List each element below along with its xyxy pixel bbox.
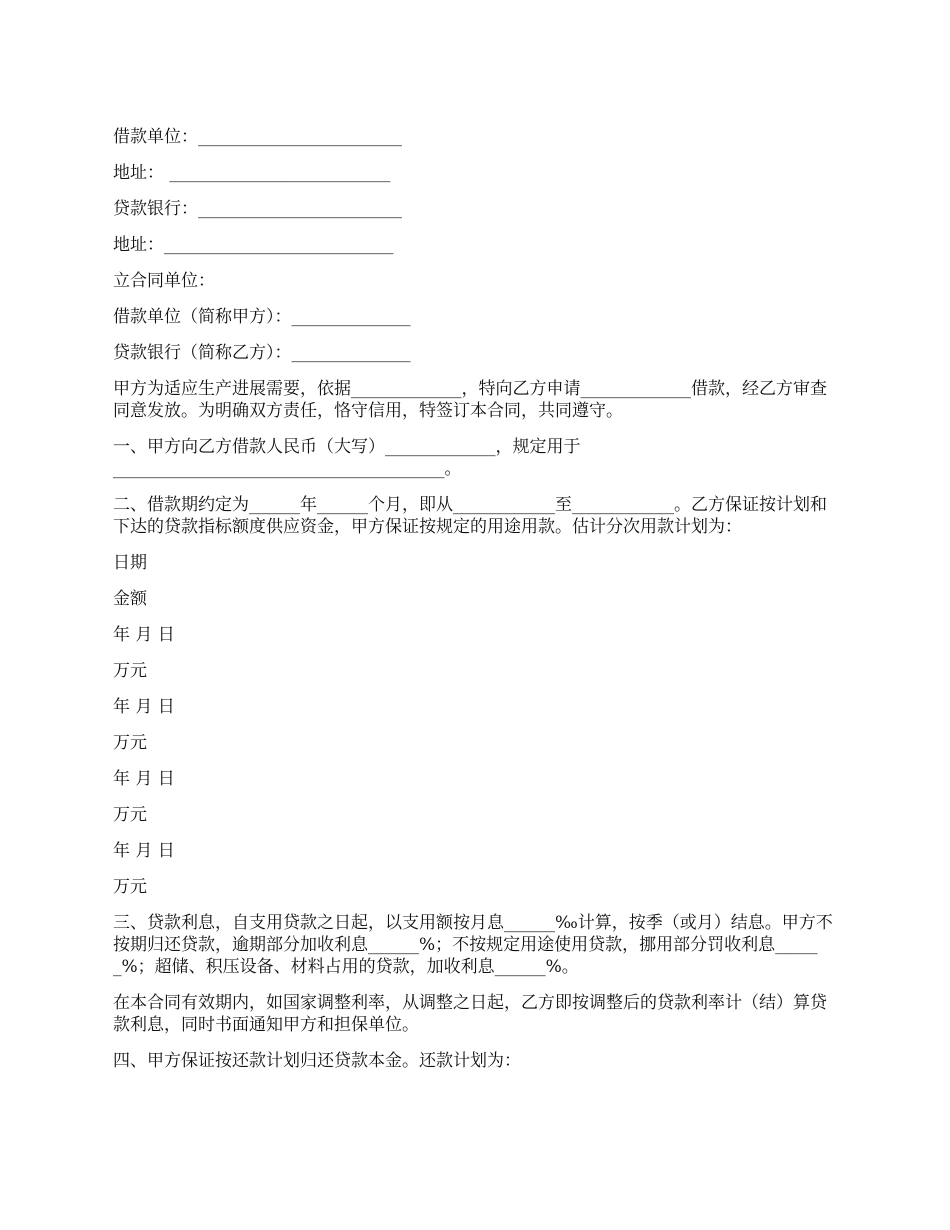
clause-1: 一、甲方向乙方借款人民币（大写）_____________，规定用于 _______________________________________。 — [113, 437, 581, 479]
schedule-amount-2: 万元 — [113, 733, 147, 753]
schedule-amount-4: 万元 — [113, 877, 147, 897]
borrower-address-line: 地址： __________________________ — [113, 163, 391, 183]
schedule-date-1: 年 月 日 — [113, 625, 175, 645]
party-b-line: 贷款银行（简称乙方）：______________ — [113, 343, 411, 363]
intro-paragraph: 甲方为适应生产进展需要，依据_____________，特向乙方申请_____________借款，经乙方审查同意发放。为明确双方责任，恪守信用，特签订本合同，共同遵守。 — [113, 379, 827, 421]
schedule-date-header: 日期 — [113, 553, 147, 573]
schedule-amount-1: 万元 — [113, 661, 147, 681]
contract-parties-heading: 立合同单位： — [113, 271, 215, 291]
contract-body — [113, 126, 838, 1086]
clause-3: 三、贷款利息，自支用贷款之日起，以支用额按月息______‰计算，按季（或月）结息。甲方不按期归还贷款，逾期部分加收利息______%；不按规定用途使用贷款，挪用部分罚收利息______%；超储、积压设备、材料占用的贷款，加收利息______%。 — [113, 913, 833, 977]
schedule-date-2: 年 月 日 — [113, 697, 175, 717]
schedule-date-4: 年 月 日 — [113, 841, 175, 861]
clause-4: 四、甲方保证按还款计划归还贷款本金。还款计划为： — [113, 1051, 521, 1071]
clause-2: 二、借款期约定为______年______个月，即从____________至____________。乙方保证按计划和下达的贷款指标额度供应资金，甲方保证按规定的用途用款。估计分次用款计划为： — [113, 495, 827, 537]
schedule-amount-3: 万元 — [113, 805, 147, 825]
schedule-amount-header: 金额 — [113, 589, 147, 609]
rate-adjustment-paragraph: 在本合同有效期内，如国家调整利率，从调整之日起，乙方即按调整后的贷款利率计（结）算贷款利息，同时书面通知甲方和担保单位。 — [113, 993, 827, 1035]
bank-address-line: 地址：___________________________ — [113, 235, 394, 255]
lending-bank-line: 贷款银行：________________________ — [113, 199, 402, 219]
schedule-date-3: 年 月 日 — [113, 769, 175, 789]
party-a-line: 借款单位（简称甲方）：______________ — [113, 307, 411, 327]
borrower-unit-line: 借款单位：________________________ — [113, 127, 402, 147]
